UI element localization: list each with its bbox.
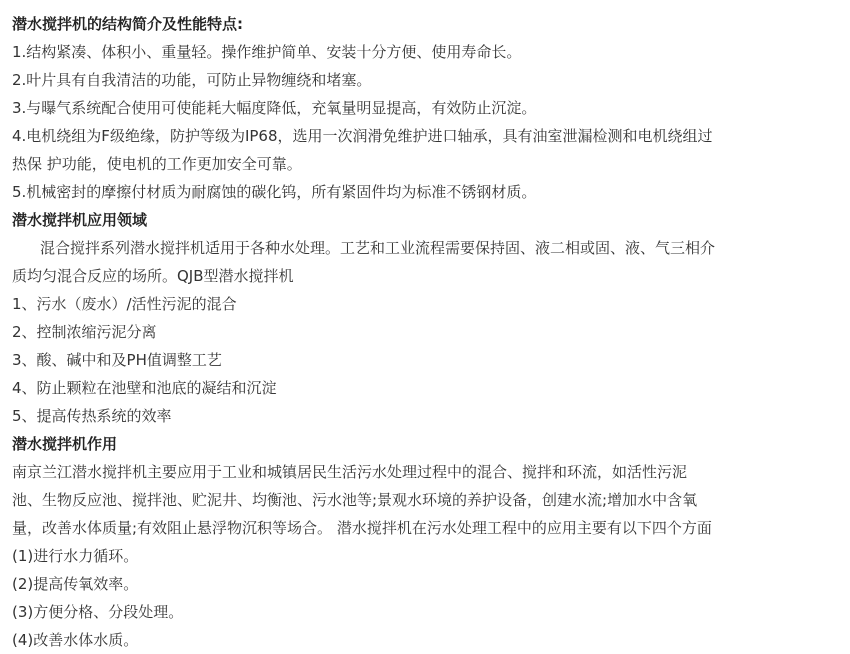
article-body bbox=[12, 10, 842, 654]
paragraph-line: 4.电机绕组为F级绝缘，防护等级为IP68，选用一次润滑免维护进口轴承，具有油室泄漏检测和电机绕组过 bbox=[12, 127, 713, 145]
paragraph-line: 质均匀混合反应的场所。QJB型潜水搅拌机 bbox=[12, 267, 294, 285]
paragraph-line: 南京兰江潜水搅拌机主要应用于工业和城镇居民生活污水处理过程中的混合、搅拌和环流，如活性污泥 bbox=[12, 463, 688, 481]
paragraph-line: 2.叶片具有自我清洁的功能，可防止异物缠绕和堵塞。 bbox=[12, 71, 372, 89]
paragraph-line: 混合搅拌系列潜水搅拌机适用于各种水处理。工艺和工业流程需要保持固、液二相或固、液、气三相介 bbox=[40, 239, 716, 257]
list-item: (3)方便分格、分段处理。 bbox=[12, 603, 184, 621]
list-item: (4)改善水体水质。 bbox=[12, 631, 139, 649]
paragraph-line: 池、生物反应池、搅拌池、贮泥井、均衡池、污水池等;景观水环境的养护设备，创建水流;增加水中含氧 bbox=[12, 491, 698, 509]
paragraph-line: 5.机械密封的摩擦付材质为耐腐蚀的碳化钨，所有紧固件均为标准不锈钢材质。 bbox=[12, 183, 537, 201]
list-item: 2、控制浓缩污泥分离 bbox=[12, 323, 157, 341]
list-item: (1)进行水力循环。 bbox=[12, 547, 139, 565]
section-heading-applications: 潜水搅拌机应用领域 bbox=[12, 211, 148, 229]
paragraph-line: 3.与曝气系统配合使用可使能耗大幅度降低，充氧量明显提高，有效防止沉淀。 bbox=[12, 99, 537, 117]
list-item: 4、防止颗粒在池壁和池底的凝结和沉淀 bbox=[12, 379, 277, 397]
paragraph-line: 量，改善水体质量;有效阻止悬浮物沉积等场合。 潜水搅拌机在污水处理工程中的应用主要有以下四个方面 bbox=[12, 519, 712, 537]
list-item: 1、污水（废水）/活性污泥的混合 bbox=[12, 295, 237, 313]
paragraph-line: 热保 护功能，使电机的工作更加安全可靠。 bbox=[12, 155, 302, 173]
section-heading-structure: 潜水搅拌机的结构简介及性能特点: bbox=[12, 15, 244, 33]
list-item: (2)提高传氧效率。 bbox=[12, 575, 139, 593]
list-item: 3、酸、碱中和及PH值调整工艺 bbox=[12, 351, 222, 369]
section-heading-function: 潜水搅拌机作用 bbox=[12, 435, 118, 453]
paragraph-line: 1.结构紧凑、体积小、重量轻。操作维护简单、安装十分方便、使用寿命长。 bbox=[12, 43, 522, 61]
list-item: 5、提高传热系统的效率 bbox=[12, 407, 172, 425]
